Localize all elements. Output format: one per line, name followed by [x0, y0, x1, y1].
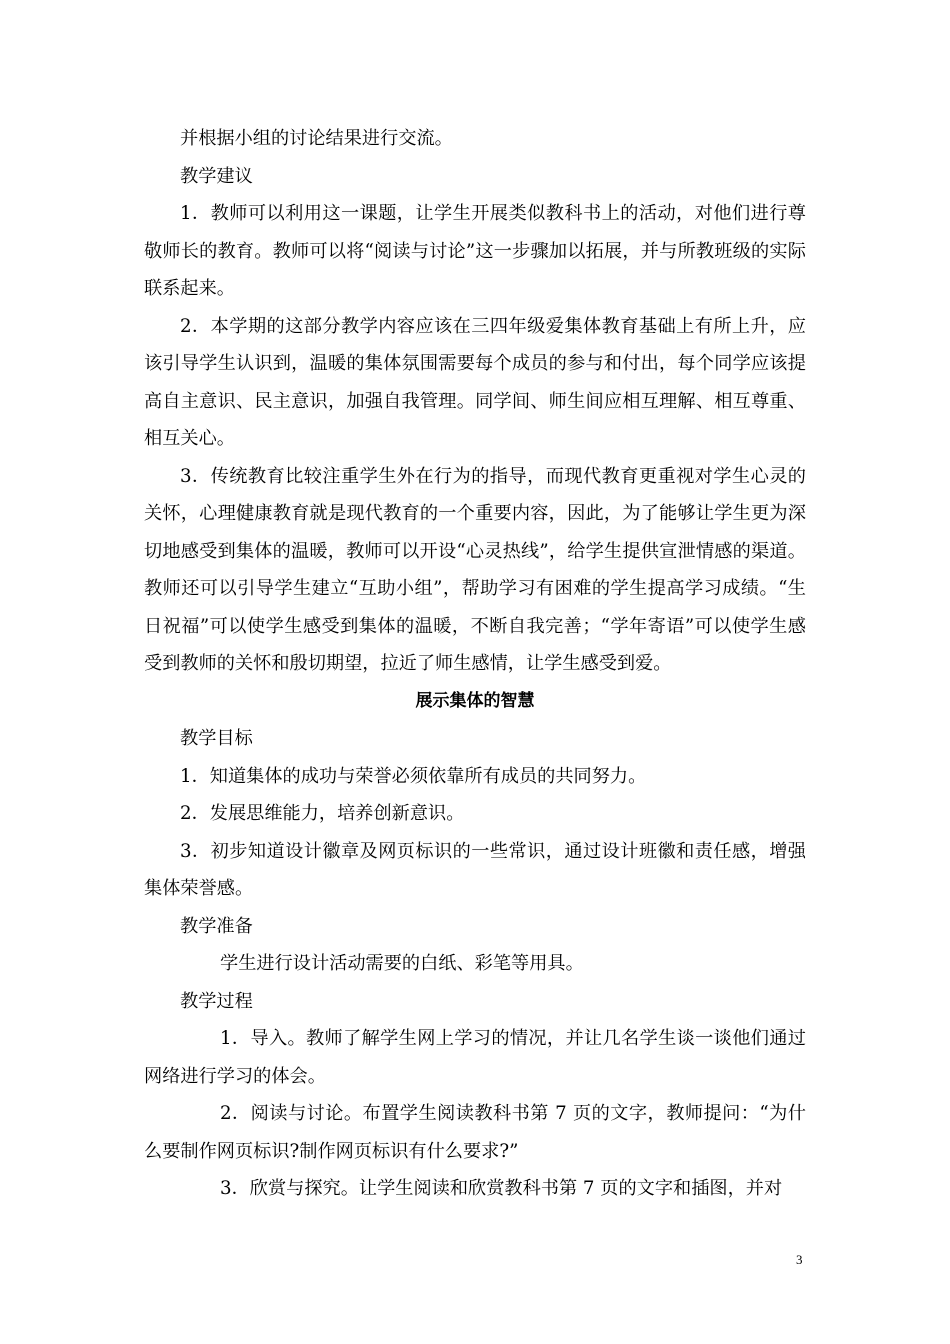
paragraph-continuation: 并根据小组的讨论结果进行交流。 [180, 128, 453, 149]
process-step-3: 3．欣赏与探究。让学生阅读和欣赏教科书第 7 页的文字和插图，并对 [220, 1178, 783, 1199]
subheading-teaching-process: 教学过程 [180, 990, 253, 1012]
process-step-2: 2．阅读与讨论。布置学生阅读教科书第 7 页的文字，教师提问：“为什么要制作网页标识?制作网页标识有什么要求?” [144, 1103, 806, 1162]
goal-item-2: 2．发展思维能力，培养创新意识。 [180, 803, 465, 824]
page-number: 3 [796, 1252, 803, 1267]
goal-item-1: 1．知道集体的成功与荣誉必须依靠所有成员的共同努力。 [180, 765, 647, 787]
subheading-teaching-goals: 教学目标 [180, 728, 253, 749]
subheading-teaching-preparation: 教学准备 [180, 915, 253, 937]
suggestion-item-3: 3．传统教育比较注重学生外在行为的指导，而现代教育更重视对学生心灵的关怀，心理健康教育就是现代教育的一个重要内容，因此，为了能够让学生更为深切地感受到集体的温暖，教师可以开设“心灵热线”，给学生提供宣泄情感的渠道。教师还可以引导学生建立“互助小组”，帮助学习有困难的学生提高学习成绩。“生日祝福”可以使学生感受到集体的温暖，不断自我完善；“学年寄语”可以使学生感受到教师的关怀和殷切期望，拉近了师生感情，让学生感受到爱。 [144, 465, 806, 674]
suggestion-item-1: 1．教师可以利用这一课题，让学生开展类似教科书上的活动，对他们进行尊敬师长的教育。教师可以将“阅读与讨论”这一步骤加以拓展，并与所教班级的实际联系起来。 [144, 203, 806, 299]
goal-item-3: 3．初步知道设计徽章及网页标识的一些常识，通过设计班徽和责任感，增强集体荣誉感。 [144, 840, 806, 899]
section-title: 展示集体的智慧 [415, 690, 535, 711]
subheading-teaching-suggestions: 教学建议 [180, 165, 253, 187]
process-step-1: 1．导入。教师了解学生网上学习的情况，并让几名学生谈一谈他们通过网络进行学习的体会。 [144, 1028, 806, 1087]
preparation-text: 学生进行设计活动需要的白纸、彩笔等用具。 [220, 953, 584, 974]
page-body [144, 120, 806, 1208]
suggestion-item-2: 2．本学期的这部分教学内容应该在三四年级爱集体教育基础上有所上升，应该引导学生认识到，温暖的集体氛围需要每个成员的参与和付出，每个同学应该提高自主意识、民主意识，加强自我管理。同学间、师生间应相互理解、相互尊重、相互关心。 [144, 315, 806, 449]
